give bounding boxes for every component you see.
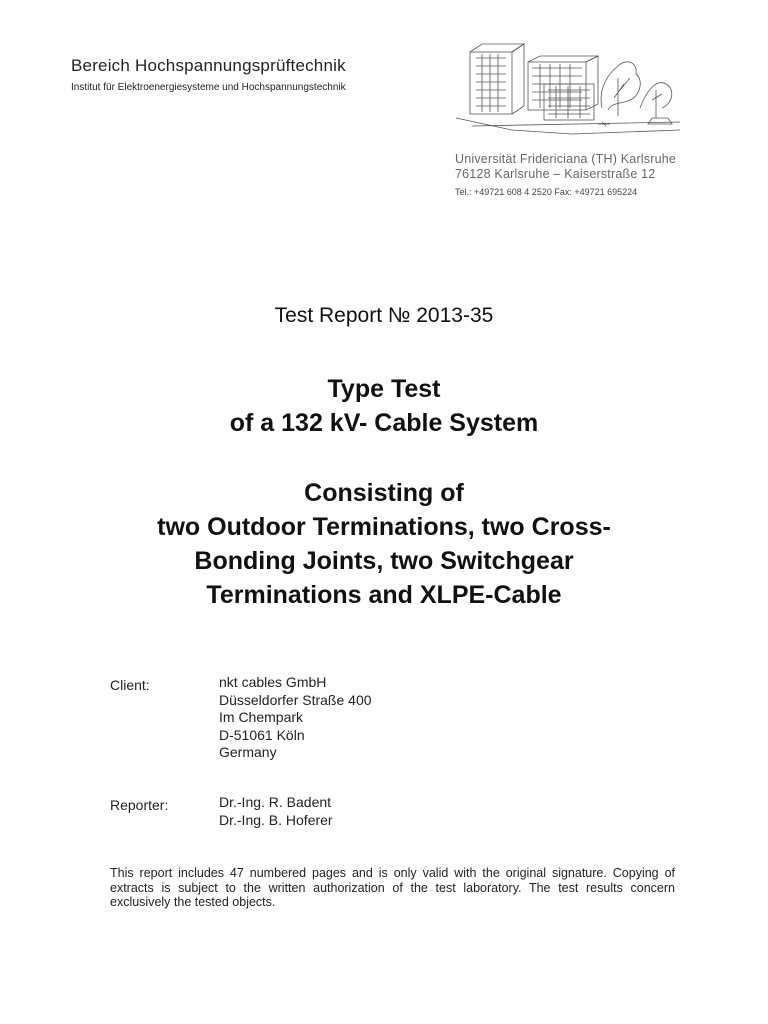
university-block — [455, 152, 676, 197]
building-illustration-icon — [452, 38, 684, 138]
validity-disclaimer: This report includes 47 numbered pages and is only valid with the original signature. Copying of extracts is subject to the written authorization of the test laboratory. The test results concern exclusively the tested objects. — [110, 866, 675, 909]
client-details — [219, 674, 372, 762]
client-line: Düsseldorfer Straße 400 — [219, 691, 372, 708]
university-name: Universität Fridericiana (TH) Karlsruhe — [455, 152, 677, 166]
consisting-line: Terminations and XLPE-Cable — [206, 581, 562, 609]
reporter-line: Dr.-Ing. R. Badent — [219, 794, 332, 810]
department-title: Bereich Hochspannungsprüftechnik — [71, 56, 346, 75]
university-contact: Tel.: +49721 608 4 2520 Fax: +49721 695224 — [455, 187, 638, 197]
consisting-line: two Outdoor Terminations, two Cross- — [157, 513, 611, 541]
report-consisting — [0, 476, 768, 612]
client-line: nkt cables GmbH — [219, 674, 327, 690]
report-title-line: Type Test — [327, 375, 441, 403]
client-line: Im Chempark — [219, 709, 304, 725]
client-line: Germany — [219, 744, 277, 760]
report-title-line: of a 132 kV- Cable System — [229, 409, 539, 437]
university-address: 76128 Karlsruhe – Kaiserstraße 12 — [455, 167, 656, 181]
consisting-line: Consisting of — [304, 479, 464, 507]
institute-subtitle: Institut für Elektroenergiesysteme und Hochspannungstechnik — [71, 82, 346, 93]
consisting-line: Bonding Joints, two Switchgear — [194, 547, 574, 575]
report-title — [0, 372, 768, 440]
reporter-label: Reporter: — [110, 797, 169, 813]
reporter-line: Dr.-Ing. B. Hoferer — [219, 811, 333, 828]
client-line: D-51061 Köln — [219, 726, 305, 743]
client-label: Client: — [110, 677, 150, 693]
report-number: Test Report № 2013-35 — [274, 304, 494, 327]
reporter-details — [219, 794, 333, 829]
